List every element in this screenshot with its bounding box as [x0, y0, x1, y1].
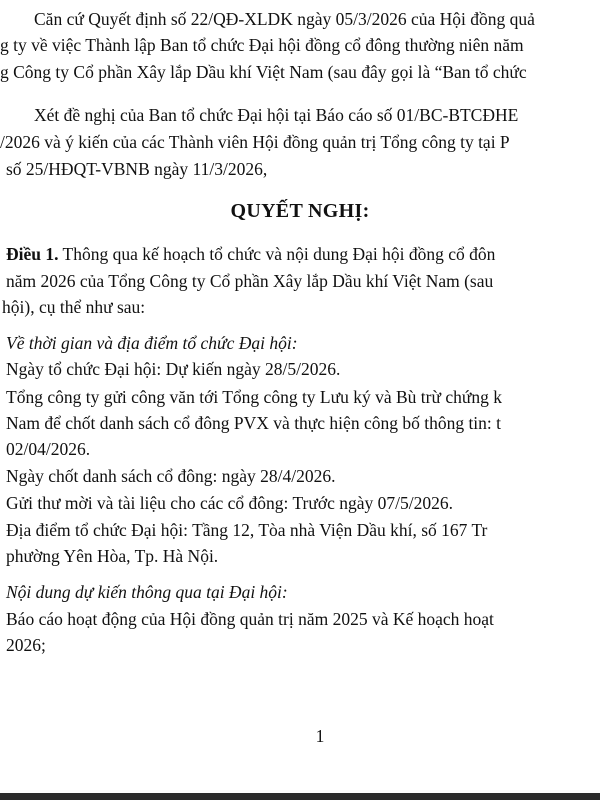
list-item: Địa điểm tổ chức Đại hội: Tầng 12, Tòa nhà Viện Dầu khí, số 167 Tr [6, 520, 488, 540]
list-item: Gửi thư mời và tài liệu cho các cổ đông: Trước ngày 07/5/2026. [6, 493, 453, 513]
article-1-text: Thông qua kế hoạch tổ chức và nội dung Đại hội đồng cổ đôn [58, 244, 496, 264]
paragraph-line: g ty về việc Thành lập Ban tổ chức Đại hội đồng cổ đông thường niên năm [0, 35, 524, 55]
list-item: Ngày chốt danh sách cổ đông: ngày 28/4/2026. [6, 466, 336, 486]
paragraph-line: g Công ty Cổ phần Xây lắp Dầu khí Việt Nam (sau đây gọi là “Ban tổ chức [0, 62, 527, 82]
paragraph-line: Xét đề nghị của Ban tổ chức Đại hội tại Báo cáo số 01/BC-BTCĐHE [34, 105, 519, 125]
list-item: Báo cáo hoạt động của Hội đồng quản trị năm 2025 và Kế hoạch hoạt [6, 609, 494, 629]
resolution-title: QUYẾT NGHỊ: [230, 200, 370, 222]
article-1-line: hội), cụ thể như sau: [2, 297, 146, 317]
list-item: Tổng công ty gửi công văn tới Tổng công ty Lưu ký và Bù trừ chứng k [6, 387, 502, 407]
article-1-line: năm 2026 của Tổng Công ty Cổ phần Xây lắp Dầu khí Việt Nam (sau [6, 271, 494, 291]
article-1-line [6, 243, 495, 265]
paragraph-line: /2026 và ý kiến của các Thành viên Hội đồng quản trị Tổng công ty tại P [0, 132, 510, 152]
section-heading-content: Nội dung dự kiến thông qua tại Đại hội: [6, 582, 288, 602]
list-item: Ngày tổ chức Đại hội: Dự kiến ngày 28/5/2026. [6, 359, 341, 379]
list-item: phường Yên Hòa, Tp. Hà Nội. [6, 546, 219, 566]
list-item: Nam để chốt danh sách cổ đông PVX và thực hiện công bố thông tin: t [6, 413, 502, 433]
section-heading-time-place: Về thời gian và địa điểm tổ chức Đại hội: [6, 333, 298, 353]
list-item: 02/04/2026. [6, 439, 91, 459]
bottom-border [0, 793, 600, 800]
paragraph-line: Căn cứ Quyết định số 22/QĐ-XLDK ngày 05/3/2026 của Hội đồng quả [34, 9, 535, 29]
paragraph-line: số 25/HĐQT-VBNB ngày 11/3/2026, [6, 159, 268, 179]
article-1-label: Điều 1. [6, 244, 59, 264]
list-item: 2026; [6, 635, 46, 655]
page-number: 1 [315, 726, 325, 746]
